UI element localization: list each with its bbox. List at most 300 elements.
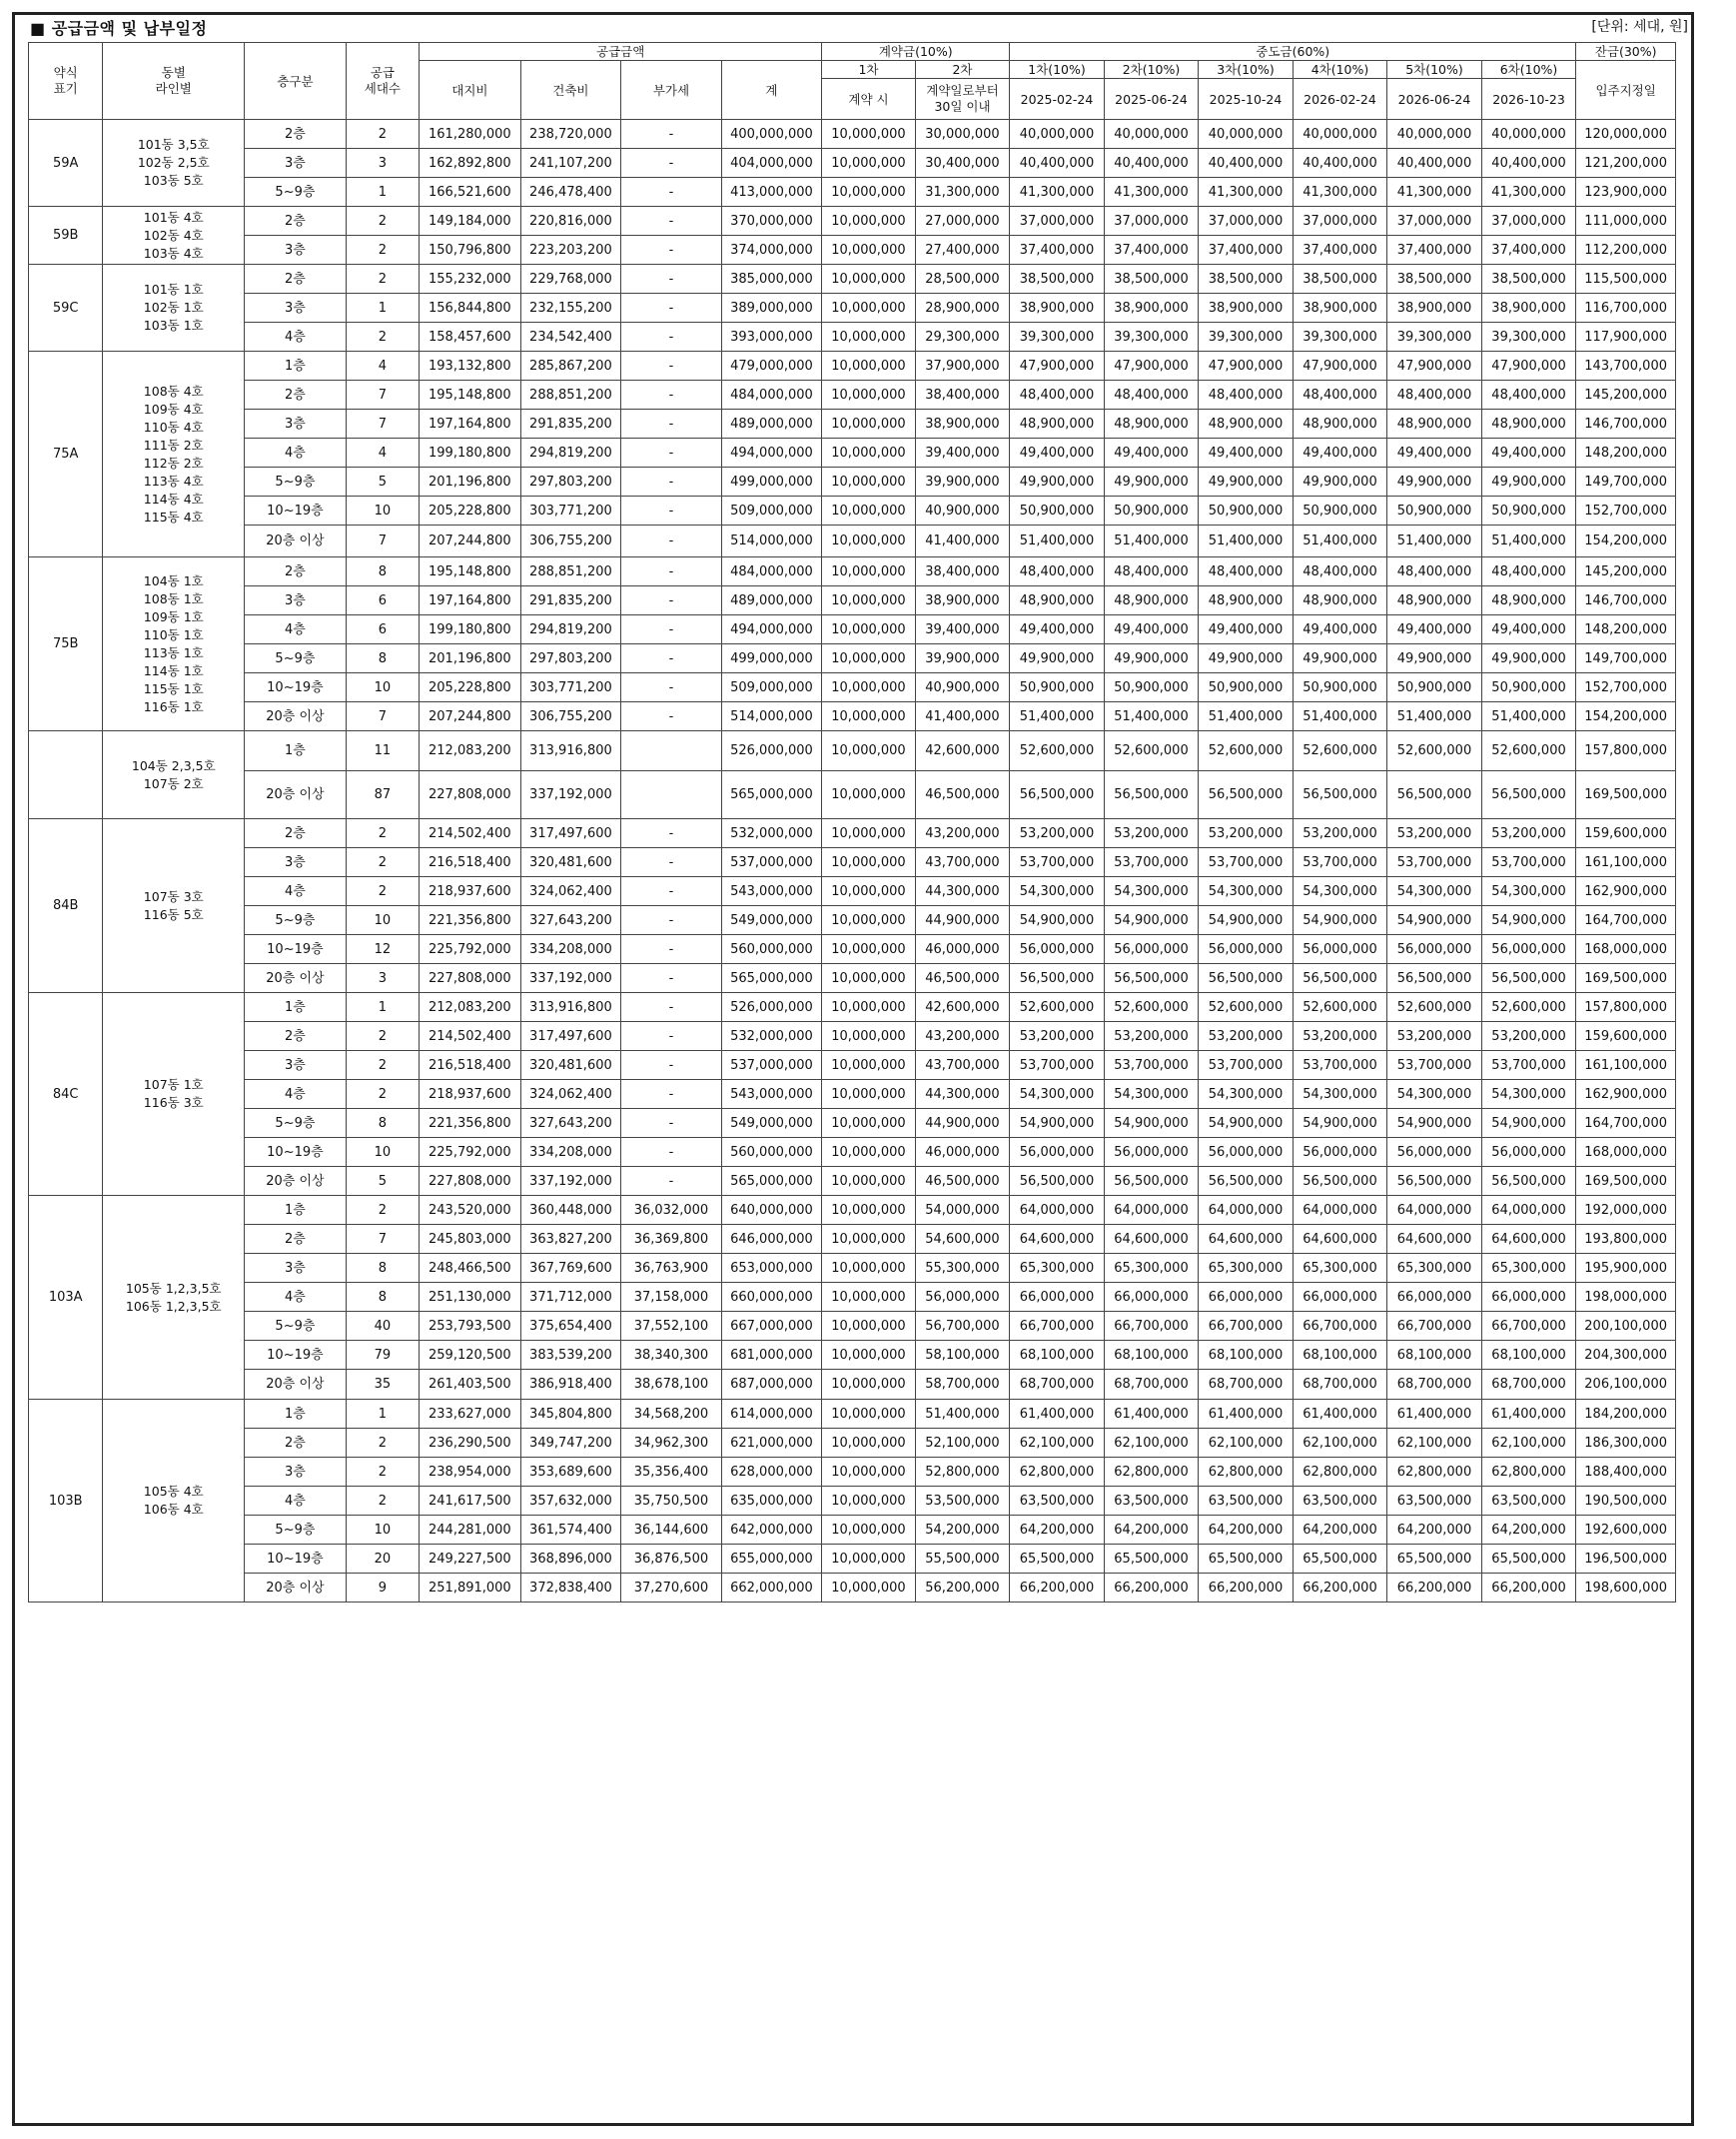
vat-cell: 36,369,800: [621, 1225, 722, 1254]
vat-cell: 35,750,500: [621, 1487, 722, 1516]
land-cost-cell: 249,227,500: [420, 1545, 521, 1574]
contract-2-cell: 42,600,000: [915, 993, 1010, 1022]
middle-3-cell: 47,900,000: [1199, 352, 1294, 381]
middle-5-cell: 54,300,000: [1387, 877, 1482, 906]
land-cost-cell: 245,803,000: [420, 1225, 521, 1254]
vat-cell: -: [621, 819, 722, 848]
header-land: 대지비: [420, 61, 521, 120]
total-cell: 565,000,000: [721, 771, 822, 819]
middle-2-cell: 66,700,000: [1104, 1312, 1199, 1341]
middle-2-cell: 54,300,000: [1104, 877, 1199, 906]
contract-1-cell: 10,000,000: [822, 323, 916, 352]
middle-5-cell: 37,400,000: [1387, 236, 1482, 265]
contract-2-cell: 27,400,000: [915, 236, 1010, 265]
middle-4-cell: 37,400,000: [1293, 236, 1387, 265]
total-cell: 660,000,000: [721, 1283, 822, 1312]
middle-1-cell: 51,400,000: [1010, 702, 1105, 731]
table-row: [29, 1080, 1676, 1109]
table-row: [29, 1167, 1676, 1196]
building-cost-cell: 234,542,400: [520, 323, 621, 352]
unit-count-cell: 20: [346, 1545, 419, 1574]
middle-3-cell: 56,500,000: [1199, 964, 1294, 993]
middle-5-cell: 39,300,000: [1387, 323, 1482, 352]
contract-2-cell: 43,200,000: [915, 819, 1010, 848]
floor-cell: 2층: [245, 1022, 347, 1051]
building-cost-cell: 337,192,000: [520, 1167, 621, 1196]
table-row: [29, 120, 1676, 149]
dong-line-cell: 101동 3,5호 102동 2,5호 103동 5호: [103, 120, 245, 207]
middle-3-cell: 37,000,000: [1199, 207, 1294, 236]
middle-4-cell: 53,700,000: [1293, 848, 1387, 877]
contract-1-cell: 10,000,000: [822, 1138, 916, 1167]
middle-2-cell: 48,900,000: [1104, 586, 1199, 615]
floor-cell: 10~19층: [245, 497, 347, 526]
middle-5-cell: 48,900,000: [1387, 586, 1482, 615]
vat-cell: -: [621, 993, 722, 1022]
contract-1-cell: 10,000,000: [822, 964, 916, 993]
middle-3-cell: 64,600,000: [1199, 1225, 1294, 1254]
middle-5-cell: 48,400,000: [1387, 381, 1482, 410]
middle-5-cell: 66,700,000: [1387, 1312, 1482, 1341]
middle-2-cell: 49,400,000: [1104, 439, 1199, 468]
unit-type-cell: 75A: [29, 352, 103, 557]
middle-6-cell: 56,500,000: [1481, 771, 1576, 819]
middle-3-cell: 50,900,000: [1199, 497, 1294, 526]
land-cost-cell: 227,808,000: [420, 771, 521, 819]
middle-3-cell: 49,400,000: [1199, 439, 1294, 468]
vat-cell: -: [621, 149, 722, 178]
header-contract-1-sub: 계약 시: [822, 79, 916, 120]
middle-4-cell: 64,600,000: [1293, 1225, 1387, 1254]
land-cost-cell: 195,148,800: [420, 557, 521, 586]
unit-type-cell: 103B: [29, 1400, 103, 1603]
land-cost-cell: 197,164,800: [420, 586, 521, 615]
unit-count-cell: 4: [346, 439, 419, 468]
building-cost-cell: 324,062,400: [520, 877, 621, 906]
middle-6-cell: 54,300,000: [1481, 1080, 1576, 1109]
balance-cell: 120,000,000: [1576, 120, 1676, 149]
land-cost-cell: 221,356,800: [420, 1109, 521, 1138]
balance-cell: 198,000,000: [1576, 1283, 1676, 1312]
land-cost-cell: 197,164,800: [420, 410, 521, 439]
unit-count-cell: 40: [346, 1312, 419, 1341]
floor-cell: 5~9층: [245, 1516, 347, 1545]
contract-1-cell: 10,000,000: [822, 877, 916, 906]
header-middle-date-2: 2025-06-24: [1104, 79, 1199, 120]
total-cell: 565,000,000: [721, 1167, 822, 1196]
balance-cell: 116,700,000: [1576, 294, 1676, 323]
middle-3-cell: 64,200,000: [1199, 1516, 1294, 1545]
land-cost-cell: 158,457,600: [420, 323, 521, 352]
header-vat: 부가세: [621, 61, 722, 120]
contract-2-cell: 39,900,000: [915, 468, 1010, 497]
dong-line-cell: 107동 3호 116동 5호: [103, 819, 245, 993]
contract-2-cell: 39,900,000: [915, 644, 1010, 673]
middle-6-cell: 38,900,000: [1481, 294, 1576, 323]
total-cell: 532,000,000: [721, 1022, 822, 1051]
table-row: [29, 439, 1676, 468]
total-cell: 514,000,000: [721, 702, 822, 731]
building-cost-cell: 375,654,400: [520, 1312, 621, 1341]
middle-2-cell: 65,500,000: [1104, 1545, 1199, 1574]
middle-6-cell: 64,600,000: [1481, 1225, 1576, 1254]
middle-5-cell: 66,000,000: [1387, 1283, 1482, 1312]
middle-4-cell: 54,300,000: [1293, 1080, 1387, 1109]
middle-2-cell: 38,900,000: [1104, 294, 1199, 323]
middle-5-cell: 53,200,000: [1387, 1022, 1482, 1051]
building-cost-cell: 238,720,000: [520, 120, 621, 149]
table-wrapper: [28, 42, 1676, 1603]
middle-2-cell: 65,300,000: [1104, 1254, 1199, 1283]
middle-3-cell: 62,100,000: [1199, 1429, 1294, 1458]
middle-4-cell: 51,400,000: [1293, 702, 1387, 731]
middle-6-cell: 56,000,000: [1481, 935, 1576, 964]
contract-2-cell: 58,700,000: [915, 1370, 1010, 1400]
contract-2-cell: 44,900,000: [915, 906, 1010, 935]
middle-1-cell: 51,400,000: [1010, 526, 1105, 557]
middle-3-cell: 51,400,000: [1199, 526, 1294, 557]
middle-1-cell: 48,900,000: [1010, 410, 1105, 439]
middle-3-cell: 56,500,000: [1199, 771, 1294, 819]
unit-type-cell: 59C: [29, 265, 103, 352]
middle-4-cell: 50,900,000: [1293, 497, 1387, 526]
total-cell: 484,000,000: [721, 557, 822, 586]
middle-6-cell: 49,900,000: [1481, 468, 1576, 497]
middle-4-cell: 52,600,000: [1293, 993, 1387, 1022]
unit-count-cell: 11: [346, 731, 419, 771]
middle-5-cell: 48,900,000: [1387, 410, 1482, 439]
contract-2-cell: 54,600,000: [915, 1225, 1010, 1254]
balance-cell: 192,000,000: [1576, 1196, 1676, 1225]
middle-5-cell: 48,400,000: [1387, 557, 1482, 586]
land-cost-cell: 236,290,500: [420, 1429, 521, 1458]
balance-cell: 146,700,000: [1576, 586, 1676, 615]
total-cell: 374,000,000: [721, 236, 822, 265]
middle-4-cell: 40,000,000: [1293, 120, 1387, 149]
balance-cell: 148,200,000: [1576, 615, 1676, 644]
middle-3-cell: 65,300,000: [1199, 1254, 1294, 1283]
middle-5-cell: 65,500,000: [1387, 1545, 1482, 1574]
contract-2-cell: 39,400,000: [915, 439, 1010, 468]
middle-2-cell: 48,400,000: [1104, 557, 1199, 586]
middle-6-cell: 50,900,000: [1481, 673, 1576, 702]
total-cell: 494,000,000: [721, 615, 822, 644]
middle-2-cell: 53,700,000: [1104, 1051, 1199, 1080]
middle-6-cell: 48,400,000: [1481, 381, 1576, 410]
table-body: [29, 120, 1676, 1603]
table-row: [29, 771, 1676, 819]
floor-cell: 4층: [245, 615, 347, 644]
contract-1-cell: 10,000,000: [822, 120, 916, 149]
balance-cell: 117,900,000: [1576, 323, 1676, 352]
building-cost-cell: 297,803,200: [520, 468, 621, 497]
middle-3-cell: 66,700,000: [1199, 1312, 1294, 1341]
middle-1-cell: 52,600,000: [1010, 731, 1105, 771]
middle-3-cell: 53,200,000: [1199, 1022, 1294, 1051]
building-cost-cell: 327,643,200: [520, 906, 621, 935]
unit-count-cell: 8: [346, 1283, 419, 1312]
building-cost-cell: 357,632,000: [520, 1487, 621, 1516]
vat-cell: 37,158,000: [621, 1283, 722, 1312]
total-cell: 499,000,000: [721, 468, 822, 497]
vat-cell: -: [621, 964, 722, 993]
contract-1-cell: 10,000,000: [822, 1225, 916, 1254]
middle-2-cell: 37,000,000: [1104, 207, 1199, 236]
middle-4-cell: 62,800,000: [1293, 1458, 1387, 1487]
middle-6-cell: 41,300,000: [1481, 178, 1576, 207]
contract-1-cell: 10,000,000: [822, 1574, 916, 1603]
unit-count-cell: 7: [346, 1225, 419, 1254]
middle-2-cell: 53,700,000: [1104, 848, 1199, 877]
vat-cell: 36,032,000: [621, 1196, 722, 1225]
middle-4-cell: 49,400,000: [1293, 439, 1387, 468]
building-cost-cell: 313,916,800: [520, 731, 621, 771]
supply-price-table: [28, 42, 1676, 1603]
contract-2-cell: 43,200,000: [915, 1022, 1010, 1051]
middle-3-cell: 62,800,000: [1199, 1458, 1294, 1487]
total-cell: 393,000,000: [721, 323, 822, 352]
vat-cell: -: [621, 586, 722, 615]
contract-1-cell: 10,000,000: [822, 644, 916, 673]
middle-4-cell: 54,900,000: [1293, 906, 1387, 935]
middle-1-cell: 49,400,000: [1010, 439, 1105, 468]
table-row: [29, 1109, 1676, 1138]
vat-cell: [621, 731, 722, 771]
middle-5-cell: 52,600,000: [1387, 731, 1482, 771]
building-cost-cell: 368,896,000: [520, 1545, 621, 1574]
table-row: [29, 323, 1676, 352]
unit-count-cell: 2: [346, 1196, 419, 1225]
floor-cell: 4층: [245, 1487, 347, 1516]
balance-cell: 115,500,000: [1576, 265, 1676, 294]
middle-2-cell: 53,200,000: [1104, 1022, 1199, 1051]
middle-5-cell: 68,700,000: [1387, 1370, 1482, 1400]
floor-cell: 5~9층: [245, 1109, 347, 1138]
balance-cell: 204,300,000: [1576, 1341, 1676, 1370]
middle-6-cell: 40,400,000: [1481, 149, 1576, 178]
contract-2-cell: 30,000,000: [915, 120, 1010, 149]
middle-3-cell: 38,900,000: [1199, 294, 1294, 323]
middle-3-cell: 37,400,000: [1199, 236, 1294, 265]
unit-count-cell: 1: [346, 1400, 419, 1429]
middle-3-cell: 49,400,000: [1199, 615, 1294, 644]
unit-count-cell: 2: [346, 1022, 419, 1051]
total-cell: 653,000,000: [721, 1254, 822, 1283]
unit-count-cell: 2: [346, 877, 419, 906]
table-row: [29, 906, 1676, 935]
total-cell: 389,000,000: [721, 294, 822, 323]
middle-3-cell: 68,700,000: [1199, 1370, 1294, 1400]
balance-cell: 146,700,000: [1576, 410, 1676, 439]
middle-5-cell: 37,000,000: [1387, 207, 1482, 236]
land-cost-cell: 199,180,800: [420, 615, 521, 644]
table-row: [29, 207, 1676, 236]
middle-5-cell: 68,100,000: [1387, 1341, 1482, 1370]
middle-1-cell: 37,400,000: [1010, 236, 1105, 265]
dong-line-cell: 107동 1호 116동 3호: [103, 993, 245, 1196]
contract-2-cell: 56,700,000: [915, 1312, 1010, 1341]
middle-3-cell: 51,400,000: [1199, 702, 1294, 731]
middle-4-cell: 56,500,000: [1293, 964, 1387, 993]
unit-count-cell: 10: [346, 497, 419, 526]
land-cost-cell: 261,403,500: [420, 1370, 521, 1400]
middle-3-cell: 48,900,000: [1199, 586, 1294, 615]
contract-1-cell: 10,000,000: [822, 1370, 916, 1400]
contract-1-cell: 10,000,000: [822, 673, 916, 702]
contract-2-cell: 46,500,000: [915, 1167, 1010, 1196]
contract-1-cell: 10,000,000: [822, 1516, 916, 1545]
floor-cell: 3층: [245, 236, 347, 265]
contract-1-cell: 10,000,000: [822, 731, 916, 771]
building-cost-cell: 303,771,200: [520, 673, 621, 702]
contract-1-cell: 10,000,000: [822, 993, 916, 1022]
middle-4-cell: 56,500,000: [1293, 1167, 1387, 1196]
middle-6-cell: 38,500,000: [1481, 265, 1576, 294]
balance-cell: 188,400,000: [1576, 1458, 1676, 1487]
vat-cell: -: [621, 497, 722, 526]
middle-2-cell: 51,400,000: [1104, 702, 1199, 731]
middle-3-cell: 65,500,000: [1199, 1545, 1294, 1574]
middle-5-cell: 40,000,000: [1387, 120, 1482, 149]
unit-count-cell: 1: [346, 993, 419, 1022]
middle-6-cell: 53,200,000: [1481, 1022, 1576, 1051]
table-row: [29, 236, 1676, 265]
contract-1-cell: 10,000,000: [822, 439, 916, 468]
floor-cell: 10~19층: [245, 673, 347, 702]
floor-cell: 10~19층: [245, 935, 347, 964]
middle-1-cell: 54,900,000: [1010, 1109, 1105, 1138]
land-cost-cell: 162,892,800: [420, 149, 521, 178]
land-cost-cell: 248,466,500: [420, 1254, 521, 1283]
middle-5-cell: 64,200,000: [1387, 1516, 1482, 1545]
contract-1-cell: 10,000,000: [822, 265, 916, 294]
middle-5-cell: 61,400,000: [1387, 1400, 1482, 1429]
total-cell: 635,000,000: [721, 1487, 822, 1516]
unit-count-cell: 5: [346, 1167, 419, 1196]
middle-6-cell: 56,500,000: [1481, 1167, 1576, 1196]
balance-cell: 161,100,000: [1576, 848, 1676, 877]
vat-cell: -: [621, 526, 722, 557]
header-middle-date-4: 2026-02-24: [1293, 79, 1387, 120]
building-cost-cell: 291,835,200: [520, 410, 621, 439]
vat-cell: -: [621, 323, 722, 352]
unit-type-cell: 75B: [29, 557, 103, 731]
header-type: 약식 표기: [29, 43, 103, 120]
middle-1-cell: 52,600,000: [1010, 993, 1105, 1022]
floor-cell: 5~9층: [245, 178, 347, 207]
total-cell: 484,000,000: [721, 381, 822, 410]
table-row: [29, 1341, 1676, 1370]
middle-4-cell: 54,300,000: [1293, 877, 1387, 906]
balance-cell: 157,800,000: [1576, 731, 1676, 771]
unit-count-cell: 3: [346, 149, 419, 178]
contract-2-cell: 54,200,000: [915, 1516, 1010, 1545]
contract-1-cell: 10,000,000: [822, 1545, 916, 1574]
middle-5-cell: 49,400,000: [1387, 615, 1482, 644]
middle-2-cell: 48,900,000: [1104, 410, 1199, 439]
middle-5-cell: 63,500,000: [1387, 1487, 1482, 1516]
middle-1-cell: 48,900,000: [1010, 586, 1105, 615]
table-row: [29, 1022, 1676, 1051]
total-cell: 537,000,000: [721, 1051, 822, 1080]
contract-2-cell: 58,100,000: [915, 1341, 1010, 1370]
unit-count-cell: 10: [346, 1516, 419, 1545]
contract-2-cell: 46,500,000: [915, 964, 1010, 993]
land-cost-cell: 150,796,800: [420, 236, 521, 265]
middle-1-cell: 40,400,000: [1010, 149, 1105, 178]
header-middle-1: 1차(10%): [1010, 61, 1105, 79]
table-row: [29, 178, 1676, 207]
middle-1-cell: 64,200,000: [1010, 1516, 1105, 1545]
vat-cell: -: [621, 906, 722, 935]
vat-cell: 36,144,600: [621, 1516, 722, 1545]
middle-1-cell: 66,700,000: [1010, 1312, 1105, 1341]
table-row: [29, 410, 1676, 439]
middle-3-cell: 41,300,000: [1199, 178, 1294, 207]
land-cost-cell: 155,232,000: [420, 265, 521, 294]
middle-3-cell: 56,000,000: [1199, 1138, 1294, 1167]
building-cost-cell: 223,203,200: [520, 236, 621, 265]
total-cell: 640,000,000: [721, 1196, 822, 1225]
middle-2-cell: 52,600,000: [1104, 731, 1199, 771]
unit-count-cell: 7: [346, 526, 419, 557]
building-cost-cell: 371,712,000: [520, 1283, 621, 1312]
header-middle-2: 2차(10%): [1104, 61, 1199, 79]
header-middle-date-6: 2026-10-23: [1481, 79, 1576, 120]
middle-4-cell: 51,400,000: [1293, 526, 1387, 557]
balance-cell: 157,800,000: [1576, 993, 1676, 1022]
middle-1-cell: 40,000,000: [1010, 120, 1105, 149]
middle-3-cell: 56,500,000: [1199, 1167, 1294, 1196]
floor-cell: 3층: [245, 1458, 347, 1487]
middle-2-cell: 40,400,000: [1104, 149, 1199, 178]
middle-5-cell: 62,100,000: [1387, 1429, 1482, 1458]
building-cost-cell: 361,574,400: [520, 1516, 621, 1545]
middle-2-cell: 39,300,000: [1104, 323, 1199, 352]
middle-6-cell: 49,900,000: [1481, 644, 1576, 673]
middle-3-cell: 61,400,000: [1199, 1400, 1294, 1429]
total-cell: 681,000,000: [721, 1341, 822, 1370]
contract-1-cell: 10,000,000: [822, 1283, 916, 1312]
middle-1-cell: 64,000,000: [1010, 1196, 1105, 1225]
middle-6-cell: 65,500,000: [1481, 1545, 1576, 1574]
vat-cell: 34,962,300: [621, 1429, 722, 1458]
floor-cell: 2층: [245, 557, 347, 586]
land-cost-cell: 221,356,800: [420, 906, 521, 935]
balance-cell: 111,000,000: [1576, 207, 1676, 236]
table-row: [29, 1283, 1676, 1312]
vat-cell: -: [621, 1080, 722, 1109]
middle-1-cell: 50,900,000: [1010, 673, 1105, 702]
unit-count-cell: 2: [346, 1051, 419, 1080]
vat-cell: 34,568,200: [621, 1400, 722, 1429]
middle-3-cell: 48,400,000: [1199, 381, 1294, 410]
total-cell: 413,000,000: [721, 178, 822, 207]
total-cell: 489,000,000: [721, 586, 822, 615]
land-cost-cell: 251,891,000: [420, 1574, 521, 1603]
unit-count-cell: 8: [346, 1109, 419, 1138]
table-row: [29, 1370, 1676, 1400]
land-cost-cell: 199,180,800: [420, 439, 521, 468]
middle-5-cell: 52,600,000: [1387, 993, 1482, 1022]
contract-1-cell: 10,000,000: [822, 294, 916, 323]
header-floor: 층구분: [245, 43, 347, 120]
contract-1-cell: 10,000,000: [822, 381, 916, 410]
contract-1-cell: 10,000,000: [822, 410, 916, 439]
unit-count-cell: 35: [346, 1370, 419, 1400]
floor-cell: 2층: [245, 265, 347, 294]
vat-cell: -: [621, 410, 722, 439]
